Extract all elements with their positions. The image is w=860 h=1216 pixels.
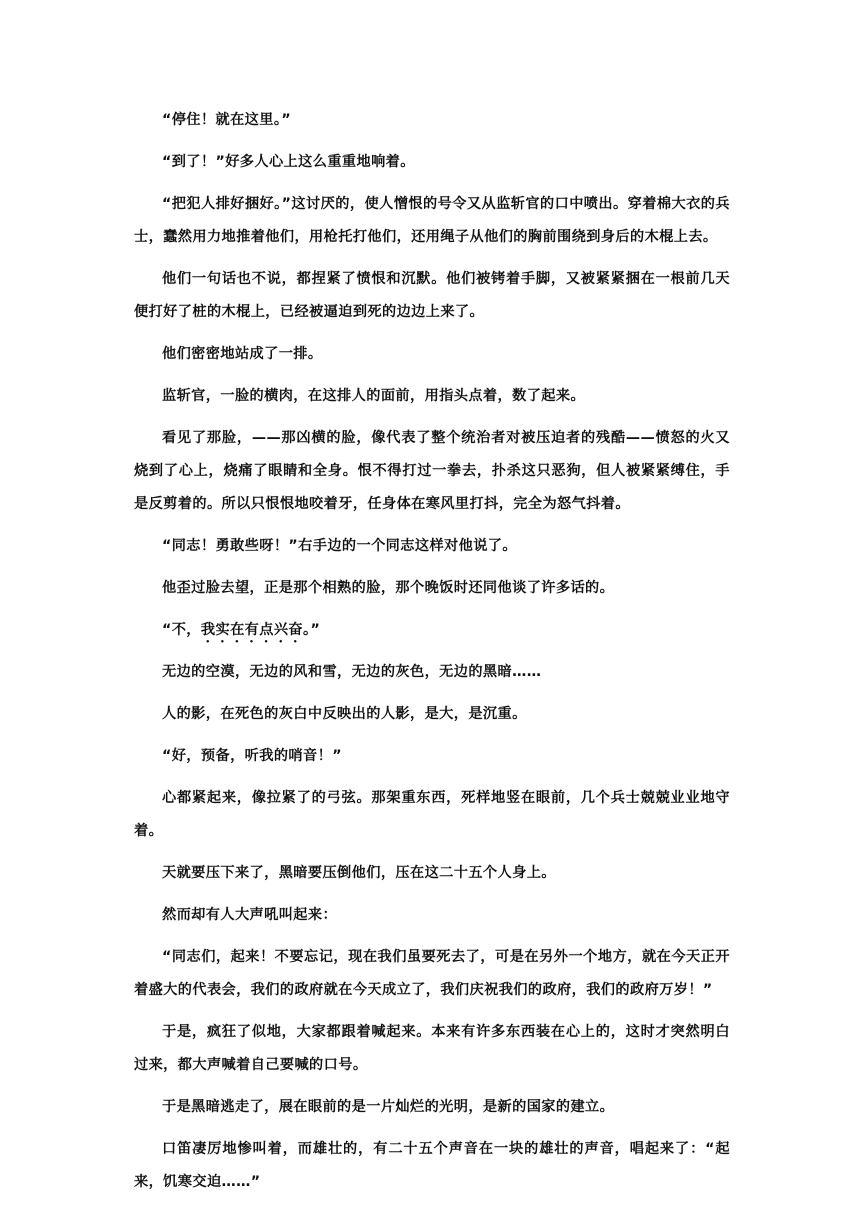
paragraph-17: “同志们，起来！不要忘记，现在我们虽要死去了，可是在另外一个地方，就在今天正开着盛大的代表会，我们的政府就在今天成立了，我们庆祝我们的政府，我们的政府万岁！” [134,949,730,998]
emphasized-phrase: 我实在有点兴奋 [200,622,304,638]
paragraph-5: 他们密密地站成了一排。 [162,346,323,362]
paragraph-18: 于是，疯狂了似地，大家都跟着喊起来。本来有许多东西装在心上的，这时才突然明白过来，都大声喊着自己要喊的口号。 [134,1024,730,1073]
paragraph-4: 他们一句话也不说，都捏紧了愤恨和沉默。他们被铐着手脚，又被紧紧捆在一根前几天便打好了桩的木棍上，已经被逼迫到死的边边上来了。 [134,271,730,320]
paragraph-9: 他歪过脸去望，正是那个相熟的脸，那个晚饭时还同他谈了许多话的。 [162,580,615,596]
paragraph-15: 天就要压下来了，黑暗要压倒他们，压在这二十五个人身上。 [162,865,556,881]
paragraph-10 [134,614,730,647]
story-text [134,104,730,1208]
paragraph-16: 然而却有人大声吼叫起来： [162,907,338,923]
paragraph-6: 监斩官，一脸的横肉，在这排人的面前，用指头点着，数了起来。 [162,388,586,404]
paragraph-19: 于是黑暗逃走了，展在眼前的是一片灿烂的光明，是新的国家的建立。 [162,1099,615,1115]
paragraph-7: 看见了那脸，——那凶横的脸，像代表了整个统治者对被压迫者的残酷——愤怒的火又烧到了心上，烧痛了眼睛和全身。恨不得打过一拳去，扑杀这只恶狗，但人被紧紧缚住，手是反剪着的。所以只恨恨地咬着牙，任身体在寒风里打抖，完全为怒气抖着。 [134,430,730,512]
paragraph-8: “同志！勇敢些呀！”右手边的一个同志这样对他说了。 [162,538,517,554]
paragraph-20: 口笛凄厉地惨叫着，而雄壮的，有二十五个声音在一块的雄壮的声音，唱起来了：“起来，饥寒交迫……” [134,1141,730,1190]
paragraph-2: “到了！”好多人心上这么重重地响着。 [162,154,415,170]
paragraph-11: 无边的空漠，无边的风和雪，无边的灰色，无边的黑暗…… [162,664,542,680]
emphasis-before: “不， [162,622,201,638]
emphasis-after: 。” [303,622,321,638]
paragraph-13: “好，预备，听我的哨音！” [162,748,342,764]
paragraph-1: “停住！就在这里。” [162,112,292,128]
paragraph-3: “把犯人排好捆好。”这讨厌的，使人憎恨的号令又从监斩官的口中喷出。穿着棉大衣的兵士，蠢然用力地推着他们，用枪托打他们，还用绳子从他们的胸前围绕到身后的木棍上去。 [134,196,730,245]
paragraph-12: 人的影，在死色的灰白中反映出的人影，是大，是沉重。 [162,706,527,722]
paragraph-14: 心都紧起来，像拉紧了的弓弦。那架重东西，死样地竖在眼前，几个兵士兢兢业业地守着。 [134,790,730,839]
